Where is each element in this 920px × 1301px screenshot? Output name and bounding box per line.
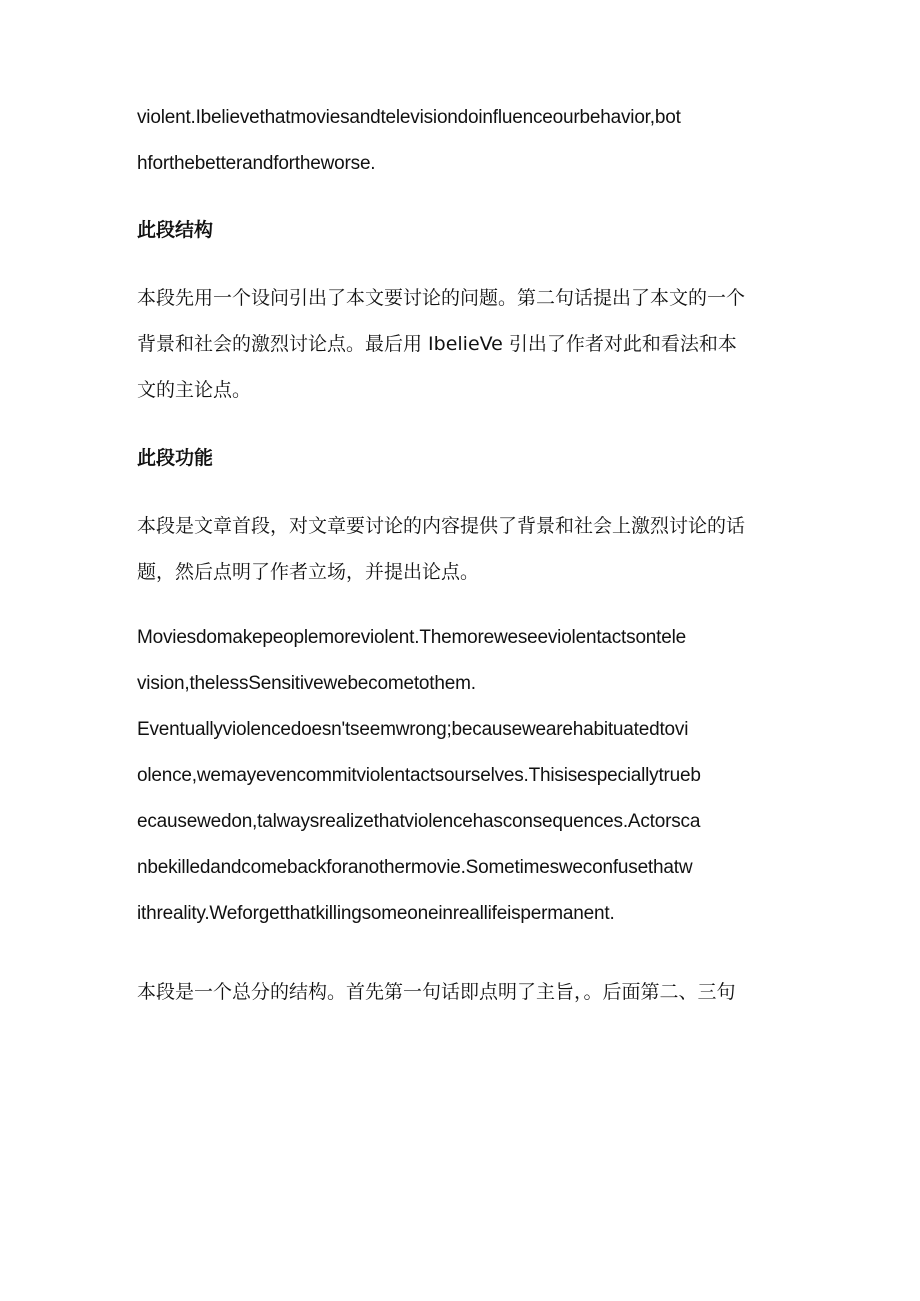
section-heading-structure: 此段结构 [137, 219, 214, 241]
text-line: ecausewedon,talwaysrealizethatviolencehasconsequences.Actorsca [137, 811, 701, 832]
english-paragraph [137, 615, 787, 937]
function-section [137, 435, 787, 595]
text-line: 本段是一个总分的结构。首先第一句话即点明了主旨，。后面第二、三句 [137, 981, 736, 1003]
text-line: 文的主论点。 [137, 379, 252, 401]
text-line: vision,thelessSensitivewebecometothem. [137, 673, 476, 694]
text-line: violent.Ibelievethatmoviesandtelevisiondoinfluenceourbehavior,bot [137, 107, 681, 128]
text-line: hforthebetterandfortheworse. [137, 153, 376, 174]
text-line: 背景和社会的激烈讨论点。最后用 IbelieVe 引出了作者对此和看法和本 [137, 333, 737, 355]
text-line: nbekilledandcomebackforanothermovie.Sometimesweconfusethatw [137, 857, 693, 878]
text-line: Eventuallyviolencedoesn'tseemwrong;becausewearehabituatedtovi [137, 719, 689, 740]
text-line: ithreality.Weforgetthatkillingsomeoneinreallifeispermanent. [137, 903, 615, 924]
closing-paragraph [137, 969, 787, 1015]
text-line: olence,wemayevencommitviolentactsourselves.Thisisespeciallytrueb [137, 765, 701, 786]
text-line: 本段先用一个设问引出了本文要讨论的问题。第二句话提出了本文的一个 [137, 287, 746, 309]
intro-paragraph [137, 95, 787, 187]
text-line: 本段是文章首段，对文章要讨论的内容提供了背景和社会上激烈讨论的话 [137, 515, 746, 537]
structure-section [137, 207, 787, 413]
text-line: Moviesdomakepeoplemoreviolent.Themoreweseeviolentactsontele [137, 627, 687, 648]
section-heading-function: 此段功能 [137, 447, 214, 469]
document-page [137, 95, 787, 1015]
text-line: 题，然后点明了作者立场，并提出论点。 [137, 561, 480, 583]
